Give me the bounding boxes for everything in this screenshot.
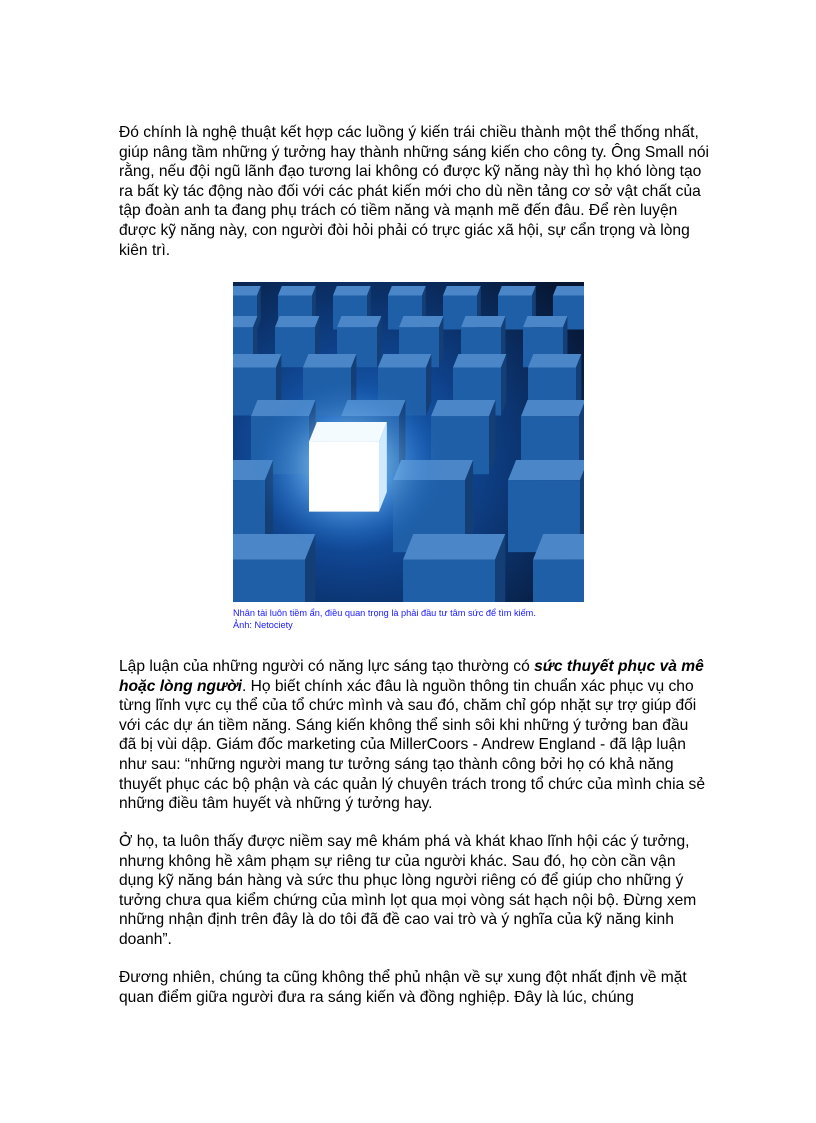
cube-top-face <box>508 460 584 480</box>
cube-top-face <box>453 354 506 367</box>
cube-front-face <box>233 560 305 602</box>
cube-top-face <box>521 400 584 416</box>
cube-front-face <box>403 560 495 602</box>
cube-top-face <box>309 422 387 442</box>
cube-front-face <box>533 560 584 602</box>
figure-caption <box>233 607 633 631</box>
cube-top-face <box>378 354 431 367</box>
cube-top-face <box>461 316 505 327</box>
cube-top-face <box>337 316 381 327</box>
paragraph-2-rest: . Họ biết chính xác đâu là nguồn thông tin chuẩn xác phục vụ cho từng lĩnh vực cụ thể của tổ chức mình và sau đó, chăm chỉ góp nhặt sự trợ giúp đối với các dự án tiềm năng. Sáng kiến không thể sinh sôi khi những ý tưởng ban đầu đã bị vùi dập. Giám đốc marketing của MillerCoors - Andrew England - đã lập luận như sau: “những người mang tư tưởng sáng tạo thành công bởi họ có khả năng thuyết phục các bộ phận và các quản lý chuyên trách trong tổ chức của mình chia sẻ những điều tâm huyết và những ý tưởng hay. <box>119 677 706 813</box>
cube-top-face <box>553 286 584 296</box>
cube-top-face <box>523 316 567 327</box>
cube-top-face <box>333 286 371 296</box>
cube-top-face <box>388 286 426 296</box>
cube-front-face <box>309 442 379 512</box>
figure-image <box>233 282 584 602</box>
cube-top-face <box>303 354 356 367</box>
caption-line-1: Nhân tài luôn tiềm ẩn, điều quan trọng là phải đầu tư tâm sức để tìm kiếm. <box>233 608 536 618</box>
paragraph-3: Ở họ, ta luôn thấy được niềm say mê khám phá và khát khao lĩnh hội các ý tưởng, nhưng không hề xâm phạm sự riêng tư của người khác. Sau đó, họ còn cần vận dụng kỹ năng bán hàng và sức thu phục lòng người riêng có để giúp cho những ý tưởng chưa qua kiểm chứng của mình lọt qua mọi vòng sát hạch nội bộ. Đừng xem những nhận định trên đây là do tôi đã đề cao vai trò và ý nghĩa của kỹ năng kinh doanh”. <box>119 833 697 948</box>
paragraph-1: Đó chính là nghệ thuật kết hợp các luồng ý kiến trái chiều thành một thể thống nhất, giúp nâng tầm những ý tưởng hay thành những sáng kiến cho công ty. Ông Small nói rằng, nếu đội ngũ lãnh đạo tương lai không có được kỹ năng này thì họ khó lòng tạo ra bất kỳ tác động nào đối với các phát kiến mới cho dù nền tảng cơ sở vật chất của tập đoàn anh ta đang phụ trách có tiềm năng và mạnh mẽ đến đâu. Để rèn luyện được kỹ năng này, con người đòi hỏi phải có trực giác xã hội, sự cẩn trọng và lòng kiên trì. <box>119 124 710 259</box>
cube-top-face <box>233 286 261 296</box>
cube-top-face <box>278 286 316 296</box>
paragraph-4: Đương nhiên, chúng ta cũng không thể phủ nhận về sự xung đột nhất định về mặt quan điểm giữa người đưa ra sáng kiến và đồng nghiệp. Đây là lúc, chúng <box>119 969 687 1006</box>
cube-top-face <box>498 286 536 296</box>
paragraph-2-emphasis: sức thuyết phục và mê hoặc lòng người <box>119 658 704 695</box>
paragraph-2-start: Lập luận của những người có năng lực sáng tạo thường có <box>119 658 535 675</box>
cube-top-face <box>403 534 505 560</box>
caption-credit: Ảnh: Netociety <box>233 620 293 630</box>
cube-top-face <box>528 354 581 367</box>
cube-top-face <box>431 400 495 416</box>
blue-cubes-image <box>233 282 584 602</box>
paragraph-2 <box>119 657 709 814</box>
cube-top-face <box>233 354 281 367</box>
cube-top-face <box>399 316 443 327</box>
cube-top-face <box>443 286 481 296</box>
cube-top-face <box>275 316 319 327</box>
